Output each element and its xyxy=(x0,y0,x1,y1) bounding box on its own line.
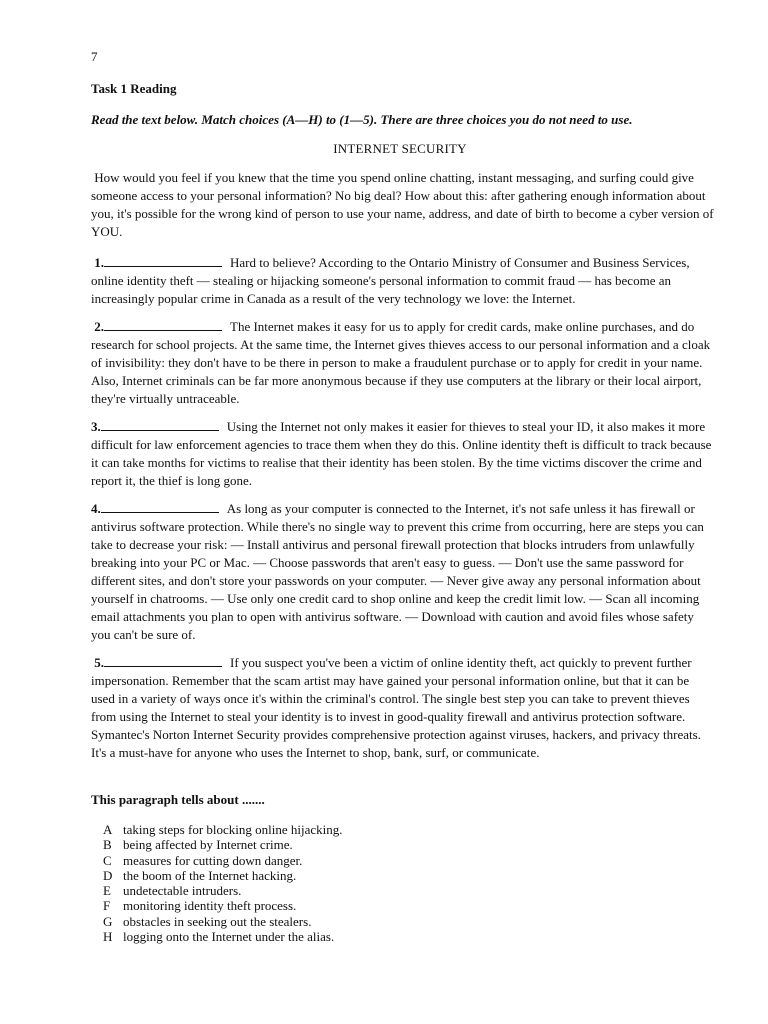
paragraph-text: Hard to believe? According to the Ontario Ministry of Consumer and Business Services, online identity theft — stealing or hijacking someone's personal information to commit fraud — has become an increasingly popular crime in Canada as a result of the very technology we love: the Internet. xyxy=(91,255,690,306)
intro-text: How would you feel if you knew that the time you spend online chatting, instant messaging, and surfing could give someone access to your personal information? No big deal? How about this: after gathering enough information about you, it's possible for the wrong kind of person to use your name, address, and date of birth to become a cyber version of YOU. xyxy=(91,170,714,239)
paragraph-2 xyxy=(91,317,715,408)
paragraph-text: As long as your computer is connected to the Internet, it's not safe unless it has firewall or antivirus software protection. While there's no single way to prevent this crime from occurring, here are steps you can take to decrease your risk: — Install antivirus and personal firewall protection that blocks intruders from unlawfully breaking into your PC or Mac. — Choose passwords that aren't easy to guess. — Don't use the same password for different sites, and don't store your passwords on your computer. — Never give away any personal information about yourself in chatrooms. — Use only one credit card to shop online and keep the credit limit low. — Scan all incoming email attachments you plan to open with antivirus software. — Download with caution and avoid files whose safety you can't be sure of. xyxy=(91,501,704,642)
choice-text: taking steps for blocking online hijacking. xyxy=(123,822,343,837)
answer-blank[interactable] xyxy=(104,653,222,667)
paragraph-4 xyxy=(91,499,715,644)
choice-a xyxy=(103,822,343,837)
page-number: 7 xyxy=(91,49,98,64)
paragraph-text: Using the Internet not only makes it easier for thieves to steal your ID, it also makes it more difficult for law enforcement agencies to trace them when they do this. Online identity theft is difficult to track because it can take months for victims to realise that their identity has been stolen. By the time victims discover the crime and report it, the thief is long gone. xyxy=(91,419,712,488)
answer-blank[interactable] xyxy=(101,417,219,431)
choice-text: logging onto the Internet under the alias. xyxy=(123,929,335,945)
choice-g xyxy=(103,914,343,929)
choice-letter: B xyxy=(103,837,112,853)
answer-blank[interactable] xyxy=(104,253,222,267)
choice-letter: G xyxy=(103,913,113,929)
paragraph-3 xyxy=(91,417,715,490)
paragraph-1 xyxy=(91,253,715,308)
choice-letter: C xyxy=(103,852,112,868)
choice-b xyxy=(103,837,343,852)
task-instruction: Read the text below. Match choices (A—H) to (1—5). There are three choices you do not need to use. xyxy=(91,112,633,127)
answer-blank[interactable] xyxy=(104,317,222,331)
paragraph-text: The Internet makes it easy for us to apply for credit cards, make online purchases, and do research for school projects. At the same time, the Internet gives thieves access to our personal information and a cloak of invisibility: they don't have to be there in person to make a fraudulent purchase or to apply for credit in your name. Also, Internet criminals can be far more anonymous because if they use computers at the library or their local airport, they're virtually untraceable. xyxy=(91,319,711,406)
choice-list xyxy=(103,822,343,944)
choice-h xyxy=(103,929,343,944)
choice-letter: H xyxy=(103,929,113,945)
choice-e xyxy=(103,883,343,898)
choice-letter: F xyxy=(103,898,111,914)
choice-c xyxy=(103,853,343,868)
task-title: Task 1 Reading xyxy=(91,81,177,96)
choice-d xyxy=(103,868,343,883)
choice-text: being affected by Internet crime. xyxy=(123,837,293,853)
choice-text: monitoring identity theft process. xyxy=(123,898,297,914)
paragraph-number: 5. xyxy=(94,655,104,670)
choice-text: measures for cutting down danger. xyxy=(123,852,303,868)
paragraph-5 xyxy=(91,653,715,762)
paragraph-number: 1. xyxy=(94,255,104,270)
choice-text: undetectable intruders. xyxy=(123,883,242,899)
paragraph-number: 2. xyxy=(94,319,104,334)
choice-f xyxy=(103,898,343,913)
paragraph-number: 3. xyxy=(91,419,101,434)
question-label: This paragraph tells about ....... xyxy=(91,792,265,807)
paragraph-number: 4. xyxy=(91,501,101,516)
choice-text: obstacles in seeking out the stealers. xyxy=(123,913,312,929)
answer-blank[interactable] xyxy=(101,499,219,513)
text-title: INTERNET SECURITY xyxy=(333,141,467,156)
intro-paragraph xyxy=(91,169,715,241)
choice-letter: A xyxy=(103,822,113,837)
choice-letter: E xyxy=(103,883,111,899)
choice-text: the boom of the Internet hacking. xyxy=(123,867,297,883)
paragraph-text: If you suspect you've been a victim of online identity theft, act quickly to prevent further impersonation. Remember that the scam artist may have gained your personal information online, but that it can be used in a variety of ways once it's within the criminal's control. The single best step you can take to prevent thieves from using the Internet to steal your identity is to invest in good-quality firewall and antivirus protection software. Symantec's Norton Internet Security provides comprehensive protection against viruses, hackers, and privacy threats. It's a must-have for anyone who uses the Internet to shop, bank, surf, or communicate. xyxy=(91,655,701,760)
choice-letter: D xyxy=(103,867,113,883)
